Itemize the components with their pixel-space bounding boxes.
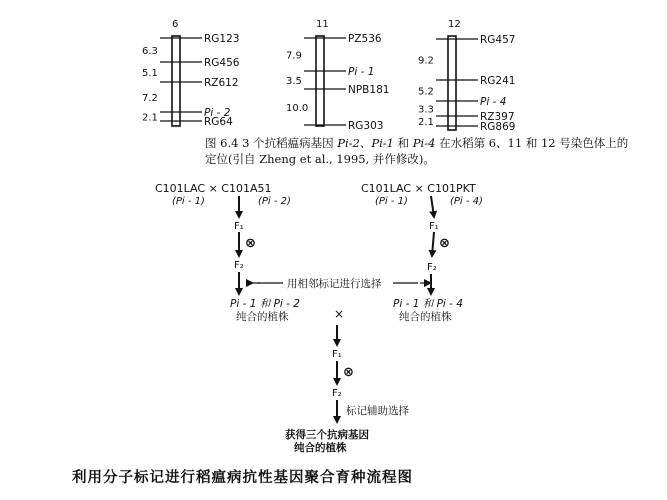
second-cross-symbol: × [334,307,345,321]
marker-label: RG456 [204,57,240,69]
chromosome-id-label: 6 [172,19,179,30]
right-result-desc: 纯合的植株 [399,311,452,323]
chromosome-12 [418,19,515,133]
distance-label: 5.2 [418,86,434,98]
selection-label: 用相邻标记进行选择 [287,278,382,290]
caption-gene-pi4: Pi-4 [412,136,436,150]
left-f2-label: F₂ [234,260,244,271]
right-f2-label: F₂ [427,262,437,273]
right-f1-label: F₁ [429,221,439,232]
footer-title: 利用分子标记进行稻瘟病抗性基因聚合育种流程图 [72,470,413,486]
chromosome-id-label: 11 [316,19,329,30]
left-f1-label: F₁ [234,221,244,232]
right-cross-gene-1: (Pi - 1) [375,196,408,207]
mas-label: 标记辅助选择 [346,405,409,417]
distance-label: 6.3 [142,46,158,57]
distance-label: 5.1 [142,68,158,79]
final-result-line-2: 纯合的植株 [294,442,347,454]
right-result-genes: Pi - 1 和 Pi - 4 [393,298,463,310]
chromosome-11 [286,19,389,132]
figure-caption [205,135,635,167]
left-result-genes: Pi - 1 和 Pi - 2 [230,298,300,310]
distance-label: 10.0 [286,103,309,114]
center-selfing-symbol: ⊗ [343,365,354,380]
distance-label: 2.1 [418,117,434,128]
marker-label: RG123 [204,33,240,45]
left-cross-gene-2: (Pi - 2) [258,196,291,207]
distance-label: 2.1 [142,112,158,124]
marker-label: NPB181 [348,84,390,96]
marker-label: RZ397 [480,111,515,123]
marker-label: RG457 [480,34,516,46]
caption-sep-1: 、 [359,136,372,150]
distance-label: 3.3 [418,104,434,116]
chromosome-id-label: 12 [448,19,461,30]
right-cross-gene-2: (Pi - 4) [450,196,483,207]
chromosome-bar [316,36,324,126]
breeding-flowchart [155,182,483,454]
caption-suffix: 在水稻第 6、11 和 12 号染色体上的定位(引自 Zheng et al., 1995, 并作修改)。 [205,136,629,166]
caption-gene-pi1: Pi-1 [371,136,394,150]
right-selfing-symbol: ⊗ [439,236,450,251]
caption-sep-2: 和 [393,136,413,150]
left-cross-label: C101LAC × C101A51 [155,182,272,195]
arrow-right-f1-to-f2 [432,232,434,256]
marker-label: RG869 [480,121,516,133]
marker-label: RG64 [204,116,233,128]
center-f2-label: F₂ [332,388,342,399]
marker-label: RG241 [480,75,516,87]
distance-label: 7.9 [286,50,302,62]
left-selfing-symbol: ⊗ [245,236,256,251]
gene-marker-label: Pi - 1 [348,66,375,78]
caption-prefix: 图 6.4 3 个抗稻瘟病基因 [205,136,338,150]
left-cross-gene-1: (Pi - 1) [172,196,205,207]
gene-marker-label: Pi - 2 [204,107,231,119]
caption-gene-pi2: Pi-2 [337,136,360,150]
gene-marker-label: Pi - 4 [480,96,507,108]
chromosome-6 [142,19,240,128]
chromosome-maps [142,19,515,133]
arrow-right-cross-to-f1 [431,196,434,217]
distance-label: 9.2 [418,55,434,67]
distance-label: 7.2 [142,93,158,104]
center-f1-label: F₁ [332,349,342,360]
left-result-desc: 纯合的植株 [236,311,289,323]
marker-label: RZ612 [204,77,239,89]
marker-label: PZ536 [348,33,382,45]
final-result-line-1: 获得三个抗病基因 [285,429,369,441]
distance-label: 3.5 [286,76,302,87]
right-cross-label: C101LAC × C101PKT [361,182,476,195]
marker-label: RG303 [348,120,384,132]
